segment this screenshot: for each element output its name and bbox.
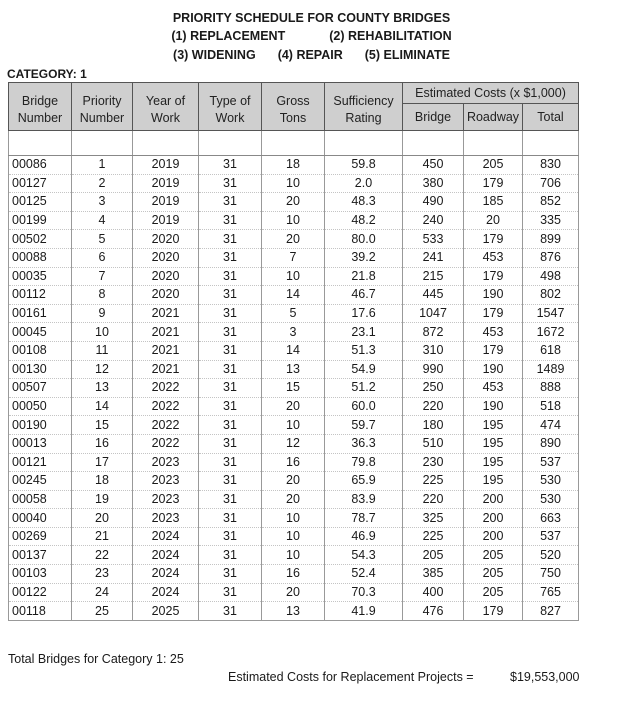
code-rehabilitation: (2) REHABILITATION bbox=[329, 29, 452, 43]
cell-priority-number: 6 bbox=[72, 248, 133, 267]
cell-year-of-work: 2021 bbox=[133, 360, 199, 379]
cell-priority-number: 11 bbox=[72, 341, 133, 360]
cell-priority-number: 20 bbox=[72, 509, 133, 528]
cell-gross-tons: 10 bbox=[262, 174, 325, 193]
header-type-of-work: Type of Work bbox=[199, 83, 262, 131]
cell-roadway-cost: 20 bbox=[464, 211, 523, 230]
header-priority-number: Priority Number bbox=[72, 83, 133, 131]
table-row bbox=[9, 583, 579, 602]
cell-bridge-cost: 250 bbox=[403, 379, 464, 398]
cell-bridge-cost: 220 bbox=[403, 397, 464, 416]
cell-total-cost: 852 bbox=[523, 193, 579, 212]
table-row bbox=[9, 379, 579, 398]
table-row bbox=[9, 304, 579, 323]
table-row bbox=[9, 360, 579, 379]
table-row bbox=[9, 211, 579, 230]
cell-bridge-number: 00013 bbox=[9, 434, 72, 453]
cell-type-of-work: 31 bbox=[199, 286, 262, 305]
cell-priority-number: 3 bbox=[72, 193, 133, 212]
cell-bridge-cost: 230 bbox=[403, 453, 464, 472]
table-row bbox=[9, 230, 579, 249]
cell-bridge-number: 00137 bbox=[9, 546, 72, 565]
cell-bridge-cost: 872 bbox=[403, 323, 464, 342]
cell-sufficiency-rating: 17.6 bbox=[325, 304, 403, 323]
work-type-legend-line-1 bbox=[0, 29, 623, 43]
cell-total-cost: 474 bbox=[523, 416, 579, 435]
cell-bridge-cost: 215 bbox=[403, 267, 464, 286]
table-row bbox=[9, 472, 579, 491]
cell-gross-tons: 20 bbox=[262, 397, 325, 416]
cell-gross-tons: 16 bbox=[262, 453, 325, 472]
cell-sufficiency-rating: 41.9 bbox=[325, 602, 403, 621]
cell-bridge-cost: 385 bbox=[403, 565, 464, 584]
header-sufficiency-rating: Sufficiency Rating bbox=[325, 83, 403, 131]
cell-type-of-work: 31 bbox=[199, 472, 262, 491]
header-gross-tons: Gross Tons bbox=[262, 83, 325, 131]
cell-bridge-number: 00108 bbox=[9, 341, 72, 360]
cell-priority-number: 15 bbox=[72, 416, 133, 435]
table-row bbox=[9, 341, 579, 360]
cell-sufficiency-rating: 51.3 bbox=[325, 341, 403, 360]
table-row bbox=[9, 397, 579, 416]
cell-roadway-cost: 190 bbox=[464, 360, 523, 379]
cell-gross-tons: 10 bbox=[262, 416, 325, 435]
table-row bbox=[9, 546, 579, 565]
cell-sufficiency-rating: 48.3 bbox=[325, 193, 403, 212]
cell-bridge-cost: 400 bbox=[403, 583, 464, 602]
cell-year-of-work: 2022 bbox=[133, 379, 199, 398]
cell-gross-tons: 10 bbox=[262, 211, 325, 230]
cell-total-cost: 899 bbox=[523, 230, 579, 249]
cell-priority-number: 25 bbox=[72, 602, 133, 621]
cell-roadway-cost: 195 bbox=[464, 434, 523, 453]
cell-sufficiency-rating: 59.8 bbox=[325, 156, 403, 175]
cell-bridge-cost: 225 bbox=[403, 472, 464, 491]
cell-total-cost: 1489 bbox=[523, 360, 579, 379]
code-widening: (3) WIDENING bbox=[173, 48, 256, 62]
cell-sufficiency-rating: 36.3 bbox=[325, 434, 403, 453]
estimated-costs-value: $19,553,000 bbox=[510, 670, 580, 684]
cell-total-cost: 706 bbox=[523, 174, 579, 193]
cell-year-of-work: 2020 bbox=[133, 267, 199, 286]
cell-sufficiency-rating: 80.0 bbox=[325, 230, 403, 249]
cell-bridge-cost: 490 bbox=[403, 193, 464, 212]
cell-type-of-work: 31 bbox=[199, 490, 262, 509]
cell-bridge-number: 00269 bbox=[9, 527, 72, 546]
cell-roadway-cost: 179 bbox=[464, 602, 523, 621]
cell-bridge-number: 00045 bbox=[9, 323, 72, 342]
cell-total-cost: 827 bbox=[523, 602, 579, 621]
total-bridges: Total Bridges for Category 1: 25 bbox=[8, 652, 184, 666]
cell-bridge-cost: 220 bbox=[403, 490, 464, 509]
cell-bridge-cost: 533 bbox=[403, 230, 464, 249]
cell-bridge-number: 00245 bbox=[9, 472, 72, 491]
cell-type-of-work: 31 bbox=[199, 230, 262, 249]
cell-gross-tons: 13 bbox=[262, 602, 325, 621]
cell-sufficiency-rating: 46.9 bbox=[325, 527, 403, 546]
cell-total-cost: 830 bbox=[523, 156, 579, 175]
cell-total-cost: 530 bbox=[523, 472, 579, 491]
cell-sufficiency-rating: 46.7 bbox=[325, 286, 403, 305]
cell-year-of-work: 2022 bbox=[133, 397, 199, 416]
cell-roadway-cost: 200 bbox=[464, 509, 523, 528]
cell-gross-tons: 20 bbox=[262, 230, 325, 249]
cell-type-of-work: 31 bbox=[199, 341, 262, 360]
cell-total-cost: 888 bbox=[523, 379, 579, 398]
cell-sufficiency-rating: 39.2 bbox=[325, 248, 403, 267]
cell-roadway-cost: 190 bbox=[464, 286, 523, 305]
header-bridge-number: Bridge Number bbox=[9, 83, 72, 131]
cell-roadway-cost: 205 bbox=[464, 583, 523, 602]
table-row bbox=[9, 602, 579, 621]
cell-priority-number: 10 bbox=[72, 323, 133, 342]
cell-type-of-work: 31 bbox=[199, 156, 262, 175]
cell-sufficiency-rating: 59.7 bbox=[325, 416, 403, 435]
cell-gross-tons: 14 bbox=[262, 341, 325, 360]
cell-bridge-cost: 1047 bbox=[403, 304, 464, 323]
cell-sufficiency-rating: 48.2 bbox=[325, 211, 403, 230]
cell-roadway-cost: 179 bbox=[464, 341, 523, 360]
cell-year-of-work: 2023 bbox=[133, 453, 199, 472]
cell-sufficiency-rating: 21.8 bbox=[325, 267, 403, 286]
cell-gross-tons: 10 bbox=[262, 546, 325, 565]
cell-type-of-work: 31 bbox=[199, 546, 262, 565]
table-row bbox=[9, 453, 579, 472]
cell-gross-tons: 20 bbox=[262, 193, 325, 212]
table-row bbox=[9, 248, 579, 267]
cell-type-of-work: 31 bbox=[199, 360, 262, 379]
cell-priority-number: 12 bbox=[72, 360, 133, 379]
cell-gross-tons: 5 bbox=[262, 304, 325, 323]
cell-total-cost: 498 bbox=[523, 267, 579, 286]
cell-sufficiency-rating: 51.2 bbox=[325, 379, 403, 398]
cell-priority-number: 21 bbox=[72, 527, 133, 546]
cell-bridge-cost: 476 bbox=[403, 602, 464, 621]
cell-priority-number: 9 bbox=[72, 304, 133, 323]
work-type-legend-line-2 bbox=[0, 48, 623, 62]
cell-roadway-cost: 205 bbox=[464, 565, 523, 584]
cell-year-of-work: 2024 bbox=[133, 583, 199, 602]
cell-bridge-cost: 325 bbox=[403, 509, 464, 528]
cell-year-of-work: 2021 bbox=[133, 323, 199, 342]
cell-gross-tons: 20 bbox=[262, 490, 325, 509]
table-row bbox=[9, 286, 579, 305]
cell-bridge-number: 00088 bbox=[9, 248, 72, 267]
cell-sufficiency-rating: 65.9 bbox=[325, 472, 403, 491]
cell-bridge-number: 00127 bbox=[9, 174, 72, 193]
cell-year-of-work: 2019 bbox=[133, 211, 199, 230]
cell-roadway-cost: 185 bbox=[464, 193, 523, 212]
cell-gross-tons: 13 bbox=[262, 360, 325, 379]
cell-year-of-work: 2020 bbox=[133, 248, 199, 267]
cell-type-of-work: 31 bbox=[199, 379, 262, 398]
cell-sufficiency-rating: 83.9 bbox=[325, 490, 403, 509]
cell-roadway-cost: 453 bbox=[464, 379, 523, 398]
cell-total-cost: 1547 bbox=[523, 304, 579, 323]
cell-total-cost: 663 bbox=[523, 509, 579, 528]
code-repair: (4) REPAIR bbox=[277, 48, 343, 62]
cell-type-of-work: 31 bbox=[199, 416, 262, 435]
cell-bridge-cost: 225 bbox=[403, 527, 464, 546]
estimated-costs-label: Estimated Costs for Replacement Projects = bbox=[228, 670, 474, 684]
cell-gross-tons: 10 bbox=[262, 509, 325, 528]
header-estimated-costs: Estimated Costs (x $1,000) bbox=[403, 83, 579, 104]
cell-roadway-cost: 179 bbox=[464, 267, 523, 286]
cell-type-of-work: 31 bbox=[199, 527, 262, 546]
cell-total-cost: 802 bbox=[523, 286, 579, 305]
cell-priority-number: 17 bbox=[72, 453, 133, 472]
cell-bridge-cost: 205 bbox=[403, 546, 464, 565]
cell-type-of-work: 31 bbox=[199, 565, 262, 584]
category-label: CATEGORY: 1 bbox=[7, 67, 87, 81]
cell-roadway-cost: 453 bbox=[464, 323, 523, 342]
cell-bridge-number: 00502 bbox=[9, 230, 72, 249]
cell-bridge-number: 00199 bbox=[9, 211, 72, 230]
cell-type-of-work: 31 bbox=[199, 304, 262, 323]
cell-total-cost: 765 bbox=[523, 583, 579, 602]
cell-priority-number: 1 bbox=[72, 156, 133, 175]
cell-gross-tons: 3 bbox=[262, 323, 325, 342]
cell-year-of-work: 2024 bbox=[133, 546, 199, 565]
document-title: PRIORITY SCHEDULE FOR COUNTY BRIDGES bbox=[172, 11, 451, 25]
cell-priority-number: 5 bbox=[72, 230, 133, 249]
cell-sufficiency-rating: 79.8 bbox=[325, 453, 403, 472]
cell-gross-tons: 12 bbox=[262, 434, 325, 453]
cell-total-cost: 335 bbox=[523, 211, 579, 230]
cell-roadway-cost: 205 bbox=[464, 156, 523, 175]
cell-year-of-work: 2021 bbox=[133, 304, 199, 323]
cell-priority-number: 13 bbox=[72, 379, 133, 398]
cell-gross-tons: 14 bbox=[262, 286, 325, 305]
cell-bridge-cost: 445 bbox=[403, 286, 464, 305]
cell-priority-number: 19 bbox=[72, 490, 133, 509]
cell-bridge-number: 00040 bbox=[9, 509, 72, 528]
cell-gross-tons: 10 bbox=[262, 527, 325, 546]
header-roadway-cost: Roadway bbox=[464, 104, 523, 131]
cell-type-of-work: 31 bbox=[199, 323, 262, 342]
cell-priority-number: 18 bbox=[72, 472, 133, 491]
cell-gross-tons: 16 bbox=[262, 565, 325, 584]
cell-year-of-work: 2023 bbox=[133, 490, 199, 509]
cell-priority-number: 16 bbox=[72, 434, 133, 453]
cell-bridge-cost: 180 bbox=[403, 416, 464, 435]
table-row bbox=[9, 323, 579, 342]
cell-sufficiency-rating: 70.3 bbox=[325, 583, 403, 602]
cell-bridge-number: 00118 bbox=[9, 602, 72, 621]
cell-total-cost: 520 bbox=[523, 546, 579, 565]
table-row bbox=[9, 434, 579, 453]
cell-type-of-work: 31 bbox=[199, 248, 262, 267]
cell-year-of-work: 2023 bbox=[133, 472, 199, 491]
cell-type-of-work: 31 bbox=[199, 397, 262, 416]
cell-sufficiency-rating: 52.4 bbox=[325, 565, 403, 584]
code-eliminate: (5) ELIMINATE bbox=[364, 48, 450, 62]
header-bridge-cost: Bridge bbox=[403, 104, 464, 131]
cell-gross-tons: 20 bbox=[262, 583, 325, 602]
cell-bridge-cost: 990 bbox=[403, 360, 464, 379]
bridge-schedule-table bbox=[8, 82, 579, 621]
cell-bridge-number: 00112 bbox=[9, 286, 72, 305]
cell-roadway-cost: 195 bbox=[464, 416, 523, 435]
cell-roadway-cost: 179 bbox=[464, 230, 523, 249]
cell-year-of-work: 2024 bbox=[133, 527, 199, 546]
cell-type-of-work: 31 bbox=[199, 509, 262, 528]
table-row bbox=[9, 174, 579, 193]
cell-sufficiency-rating: 54.9 bbox=[325, 360, 403, 379]
cell-type-of-work: 31 bbox=[199, 453, 262, 472]
cell-bridge-cost: 240 bbox=[403, 211, 464, 230]
cell-roadway-cost: 179 bbox=[464, 304, 523, 323]
cell-gross-tons: 15 bbox=[262, 379, 325, 398]
cell-year-of-work: 2025 bbox=[133, 602, 199, 621]
cell-bridge-number: 00190 bbox=[9, 416, 72, 435]
cell-bridge-number: 00086 bbox=[9, 156, 72, 175]
cell-type-of-work: 31 bbox=[199, 193, 262, 212]
cell-bridge-cost: 510 bbox=[403, 434, 464, 453]
cell-priority-number: 24 bbox=[72, 583, 133, 602]
cell-sufficiency-rating: 2.0 bbox=[325, 174, 403, 193]
cell-type-of-work: 31 bbox=[199, 602, 262, 621]
cell-year-of-work: 2022 bbox=[133, 434, 199, 453]
cell-bridge-number: 00121 bbox=[9, 453, 72, 472]
table-row bbox=[9, 416, 579, 435]
cell-year-of-work: 2019 bbox=[133, 174, 199, 193]
cell-total-cost: 518 bbox=[523, 397, 579, 416]
cell-year-of-work: 2019 bbox=[133, 156, 199, 175]
cell-gross-tons: 20 bbox=[262, 472, 325, 491]
cell-type-of-work: 31 bbox=[199, 267, 262, 286]
cell-roadway-cost: 200 bbox=[464, 527, 523, 546]
cell-sufficiency-rating: 78.7 bbox=[325, 509, 403, 528]
table-row bbox=[9, 509, 579, 528]
table-row bbox=[9, 527, 579, 546]
table-row bbox=[9, 565, 579, 584]
cell-total-cost: 1672 bbox=[523, 323, 579, 342]
cell-roadway-cost: 200 bbox=[464, 490, 523, 509]
cell-bridge-number: 00125 bbox=[9, 193, 72, 212]
cell-bridge-cost: 450 bbox=[403, 156, 464, 175]
cell-total-cost: 876 bbox=[523, 248, 579, 267]
cell-bridge-number: 00507 bbox=[9, 379, 72, 398]
cell-priority-number: 4 bbox=[72, 211, 133, 230]
cell-sufficiency-rating: 54.3 bbox=[325, 546, 403, 565]
cell-gross-tons: 10 bbox=[262, 267, 325, 286]
cell-bridge-number: 00122 bbox=[9, 583, 72, 602]
cell-priority-number: 8 bbox=[72, 286, 133, 305]
cell-bridge-number: 00161 bbox=[9, 304, 72, 323]
header-total-cost: Total bbox=[523, 104, 579, 131]
cell-roadway-cost: 190 bbox=[464, 397, 523, 416]
cell-year-of-work: 2020 bbox=[133, 286, 199, 305]
cell-sufficiency-rating: 23.1 bbox=[325, 323, 403, 342]
cell-bridge-cost: 310 bbox=[403, 341, 464, 360]
cell-total-cost: 537 bbox=[523, 453, 579, 472]
table-row bbox=[9, 490, 579, 509]
cell-roadway-cost: 205 bbox=[464, 546, 523, 565]
cell-year-of-work: 2019 bbox=[133, 193, 199, 212]
cell-year-of-work: 2021 bbox=[133, 341, 199, 360]
cell-year-of-work: 2023 bbox=[133, 509, 199, 528]
cell-gross-tons: 18 bbox=[262, 156, 325, 175]
header-year-of-work: Year of Work bbox=[133, 83, 199, 131]
cell-priority-number: 2 bbox=[72, 174, 133, 193]
cell-total-cost: 618 bbox=[523, 341, 579, 360]
cell-year-of-work: 2022 bbox=[133, 416, 199, 435]
header-spacer-row bbox=[9, 131, 579, 156]
cell-priority-number: 14 bbox=[72, 397, 133, 416]
cell-bridge-cost: 380 bbox=[403, 174, 464, 193]
cell-total-cost: 530 bbox=[523, 490, 579, 509]
cell-bridge-number: 00050 bbox=[9, 397, 72, 416]
cell-priority-number: 22 bbox=[72, 546, 133, 565]
cell-bridge-number: 00130 bbox=[9, 360, 72, 379]
cell-type-of-work: 31 bbox=[199, 211, 262, 230]
table-row bbox=[9, 193, 579, 212]
code-replacement: (1) REPLACEMENT bbox=[171, 29, 286, 43]
cell-roadway-cost: 195 bbox=[464, 472, 523, 491]
cell-type-of-work: 31 bbox=[199, 434, 262, 453]
cell-total-cost: 750 bbox=[523, 565, 579, 584]
cell-roadway-cost: 179 bbox=[464, 174, 523, 193]
cell-roadway-cost: 453 bbox=[464, 248, 523, 267]
cell-priority-number: 23 bbox=[72, 565, 133, 584]
cell-gross-tons: 7 bbox=[262, 248, 325, 267]
cell-bridge-number: 00103 bbox=[9, 565, 72, 584]
cell-year-of-work: 2020 bbox=[133, 230, 199, 249]
cell-priority-number: 7 bbox=[72, 267, 133, 286]
cell-bridge-cost: 241 bbox=[403, 248, 464, 267]
cell-roadway-cost: 195 bbox=[464, 453, 523, 472]
cell-total-cost: 537 bbox=[523, 527, 579, 546]
table-row bbox=[9, 267, 579, 286]
cell-total-cost: 890 bbox=[523, 434, 579, 453]
cell-type-of-work: 31 bbox=[199, 174, 262, 193]
cell-year-of-work: 2024 bbox=[133, 565, 199, 584]
table-row bbox=[9, 156, 579, 175]
cell-type-of-work: 31 bbox=[199, 583, 262, 602]
cell-sufficiency-rating: 60.0 bbox=[325, 397, 403, 416]
cell-bridge-number: 00035 bbox=[9, 267, 72, 286]
cell-bridge-number: 00058 bbox=[9, 490, 72, 509]
